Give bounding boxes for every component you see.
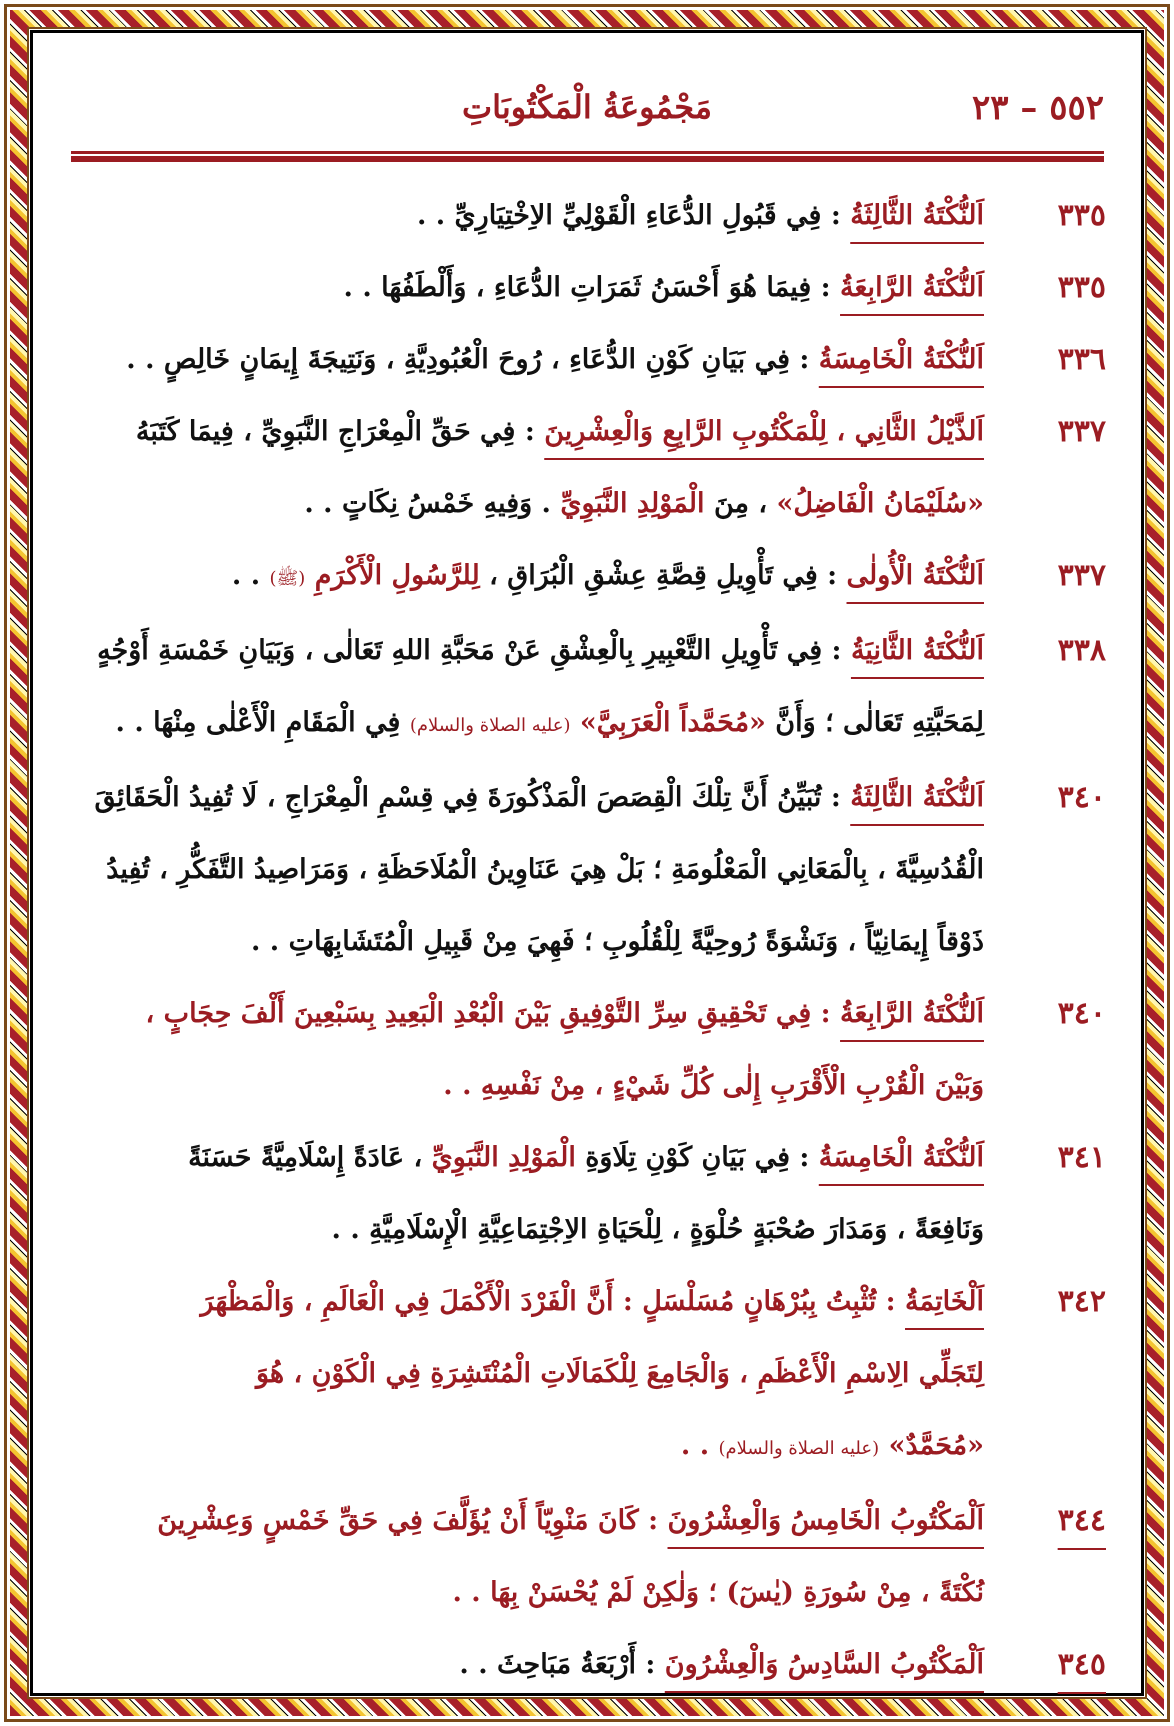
honorific-icon: (عليه الصلاة والسلام) xyxy=(409,715,571,736)
entry-heading: اَلْمَكْتُوبُ السَّادِسُ وَالْعِشْرُونَ xyxy=(664,1649,984,1680)
toc-entry[interactable] xyxy=(70,324,1106,396)
entry-text: : فِي تَأْوِيلِ التَّعْبِيرِ بِالْعِشْقِ عَنْ مَحَبَّةِ اللهِ تَعَالٰى ، وَبَيَانِ خَمْسَةِ أَوْجُهٍ xyxy=(97,635,842,666)
entry-text: الْقُدُسِيَّةَ ، بِالْمَعَانِي الْمَعْلُومَةِ ؛ بَلْ هِيَ عَنَاوِينُ الْمُلَاحَظَةِ ، وَمَرَاصِيدُ التَّفَكُّرِ ، تُفِيدُ xyxy=(106,854,984,885)
entry-page: ٣٤٠ xyxy=(1057,996,1106,1031)
entry-text: : فِي حَقِّ الْمِعْرَاجِ النَّبَوِيِّ ، فِيمَا كَتَبَهُ xyxy=(135,416,535,447)
entry-page: ٣٤٥ xyxy=(1057,1647,1106,1682)
entry-text-highlight: : فِي تَحْقِيقِ سِرِّ التَّوْفِيقِ بَيْنَ الْبُعْدِ الْبَعِيدِ بِسَبْعِينَ أَلْفَ حِجَابٍ ، xyxy=(145,998,831,1029)
entry-text-highlight: نُكْتَةً ، مِنْ سُورَةِ (يٰسٓ) ؛ وَلٰكِنْ لَمْ يُحْسَنْ بِهَا . . xyxy=(452,1577,984,1608)
header-rule-thin xyxy=(71,151,1104,154)
entry-page: ٣٤٢ xyxy=(1057,1284,1106,1319)
table-of-contents xyxy=(70,180,1106,1701)
entry-text: ، مِنَ xyxy=(704,488,777,519)
entry-text-highlight: وَبَيْنَ الْقُرْبِ الْأَقْرَبِ إِلٰى كُلِّ شَيْءٍ ، مِنْ نَفْسِهِ . . xyxy=(443,1070,984,1101)
entry-text-highlight: «مُحَمَّداً الْعَرَبِيَّ» xyxy=(579,707,766,738)
entry-page: ٣٣٧ xyxy=(1057,414,1106,449)
entry-page: ٣٣٥ xyxy=(1057,198,1106,233)
entry-text-highlight: «سُلَيْمَانُ الْفَاضِلُ» xyxy=(776,488,984,519)
entry-heading: اَلْخَاتِمَةُ xyxy=(905,1286,984,1317)
entry-text-highlight: الْمَوْلِدِ النَّبَوِيِّ xyxy=(431,1142,576,1173)
toc-entry[interactable] xyxy=(70,1122,1106,1266)
entry-text-highlight: الْمَوْلِدِ النَّبَوِيِّ xyxy=(560,488,705,519)
toc-entry[interactable] xyxy=(70,396,1106,540)
entry-text-highlight: : تُثْبِتُ بِبُرْهَانٍ مُسَلْسَلٍ : أَنَّ الْفَرْدَ الْأَكْمَلَ فِي الْعَالَمِ ، وَالْمَظْهَرَ xyxy=(200,1286,896,1317)
entry-heading: اَلنُّكْتَةُ الثَّالِثَةُ xyxy=(850,782,984,813)
entry-text: ذَوْقاً إِيمَانِيّاً ، وَنَشْوَةً رُوحِيَّةً لِلْقُلُوبِ ؛ فَهِيَ مِنْ قَبِيلِ الْمُتَشَابِهَاتِ . . xyxy=(250,926,984,957)
entry-heading: اَلذَّيْلُ الثَّانِي ، لِلْمَكْتُوبِ الرَّابِعِ وَالْعِشْرِينَ xyxy=(544,416,984,447)
entry-text: . . xyxy=(680,1430,719,1461)
entry-text: لِمَحَبَّتِهِ تَعَالٰى ؛ وَأَنَّ xyxy=(765,707,984,738)
entry-heading: اَلنُّكْتَةُ الْخَامِسَةُ xyxy=(818,1142,984,1173)
entry-text: : فِي تَأْوِيلِ قِصَّةِ عِشْقِ الْبُرَاقِ ، xyxy=(479,560,838,591)
entry-text: ، عَادَةً إِسْلَامِيَّةً حَسَنَةً xyxy=(188,1142,432,1173)
entry-text: فِي الْمَقَامِ الْأَعْلٰى مِنْهَا . . xyxy=(115,707,410,738)
toc-entry[interactable] xyxy=(70,252,1106,324)
toc-entry[interactable] xyxy=(70,1629,1106,1701)
honorific-icon: (عليه الصلاة والسلام) xyxy=(718,1438,880,1459)
honorific-icon: (ﷺ) xyxy=(269,568,306,589)
entry-heading: اَلنُّكْتَةُ الرَّابِعَةُ xyxy=(840,272,984,303)
entry-text-highlight: لِلرَّسُولِ الْأَكْرَمِ xyxy=(314,560,480,591)
toc-entry[interactable] xyxy=(70,615,1106,762)
entry-page: ٣٣٨ xyxy=(1057,633,1106,668)
entry-heading: اَلنُّكْتَةُ الْخَامِسَةُ xyxy=(818,344,984,375)
entry-page: ٣٣٦ xyxy=(1057,342,1106,377)
entry-text-highlight: «مُحَمَّدٌ» xyxy=(888,1430,984,1461)
entry-text: : فِي بَيَانِ كَوْنِ الدُّعَاءِ ، رُوحَ الْعُبُودِيَّةِ ، وَنَتِيجَةَ إِيمَانٍ خَالِصٍ . . xyxy=(126,344,810,375)
entry-page: ٣٤١ xyxy=(1057,1140,1106,1175)
entry-heading: اَلنُّكْتَةُ الْأُولٰى xyxy=(846,560,984,591)
entry-text: : فِي قَبُولِ الدُّعَاءِ الْقَوْلِيِّ الاِخْتِيَارِيِّ . . xyxy=(416,200,841,231)
entry-heading: اَلنُّكْتَةُ الثَّانِيَةُ xyxy=(850,635,984,666)
entry-page: ٣٤٠ xyxy=(1057,780,1106,815)
entry-text-highlight: : كَانَ مَنْوِيّاً أَنْ يُؤَلَّفَ فِي حَقِّ خَمْسٍ وَعِشْرِينَ xyxy=(157,1505,659,1536)
entry-heading: اَلنُّكْتَةُ الثَّالِثَةُ xyxy=(850,200,984,231)
toc-entry[interactable] xyxy=(70,978,1106,1122)
entry-text: : فِي بَيَانِ كَوْنِ تِلَاوَةِ xyxy=(575,1142,810,1173)
toc-entry[interactable] xyxy=(70,762,1106,978)
entry-text-highlight: لِتَجَلِّي الِاسْمِ الْأَعْظَمِ ، وَالْجَامِعَ لِلْكَمَالَاتِ الْمُنْتَشِرَةِ فِي الْكَوْنِ ، هُوَ xyxy=(255,1358,984,1389)
entry-page: ٣٣٧ xyxy=(1057,558,1106,593)
header-rule-thick xyxy=(71,156,1104,162)
toc-entry[interactable] xyxy=(70,1485,1106,1629)
toc-entry[interactable] xyxy=(70,540,1106,615)
entry-page: ٣٣٥ xyxy=(1057,270,1106,305)
entry-text: وَنَافِعَةً ، وَمَدَارَ صُحْبَةٍ حُلْوَةٍ ، لِلْحَيَاةِ الاِجْتِمَاعِيَّةِ الْإِسْلَامِيَّةِ . . xyxy=(331,1214,984,1245)
entry-text: : تُبَيِّنُ أَنَّ تِلْكَ الْقِصَصَ الْمَذْكُورَةَ فِي قِسْمِ الْمِعْرَاجِ ، لَا تُفِيدُ الْحَقَائِقَ xyxy=(94,782,841,813)
entry-text: : فِيمَا هُوَ أَحْسَنُ ثَمَرَاتِ الدُّعَاءِ ، وَأَلْطَفُهَا . . xyxy=(343,272,831,303)
toc-entry[interactable] xyxy=(70,1266,1106,1485)
page-header xyxy=(70,88,1104,138)
entry-text: : أَرْبَعَةُ مَبَاحِثَ . . xyxy=(459,1649,656,1680)
entry-page: ٣٤٤ xyxy=(1057,1503,1106,1538)
toc-entry[interactable] xyxy=(70,180,1106,252)
page-number: ٥٥٢ – ٢٣ xyxy=(971,88,1104,128)
entry-text: . وَفِيهِ خَمْسُ نِكَاتٍ . . xyxy=(304,488,561,519)
entry-heading: اَلنُّكْتَةُ الرَّابِعَةُ xyxy=(840,998,984,1029)
entry-heading: اَلْمَكْتُوبُ الْخَامِسُ وَالْعِشْرُونَ xyxy=(667,1505,984,1536)
page-title: مَجْمُوعَةُ الْمَكْتُوبَاتِ xyxy=(462,88,712,126)
entry-text: . . xyxy=(231,560,270,591)
